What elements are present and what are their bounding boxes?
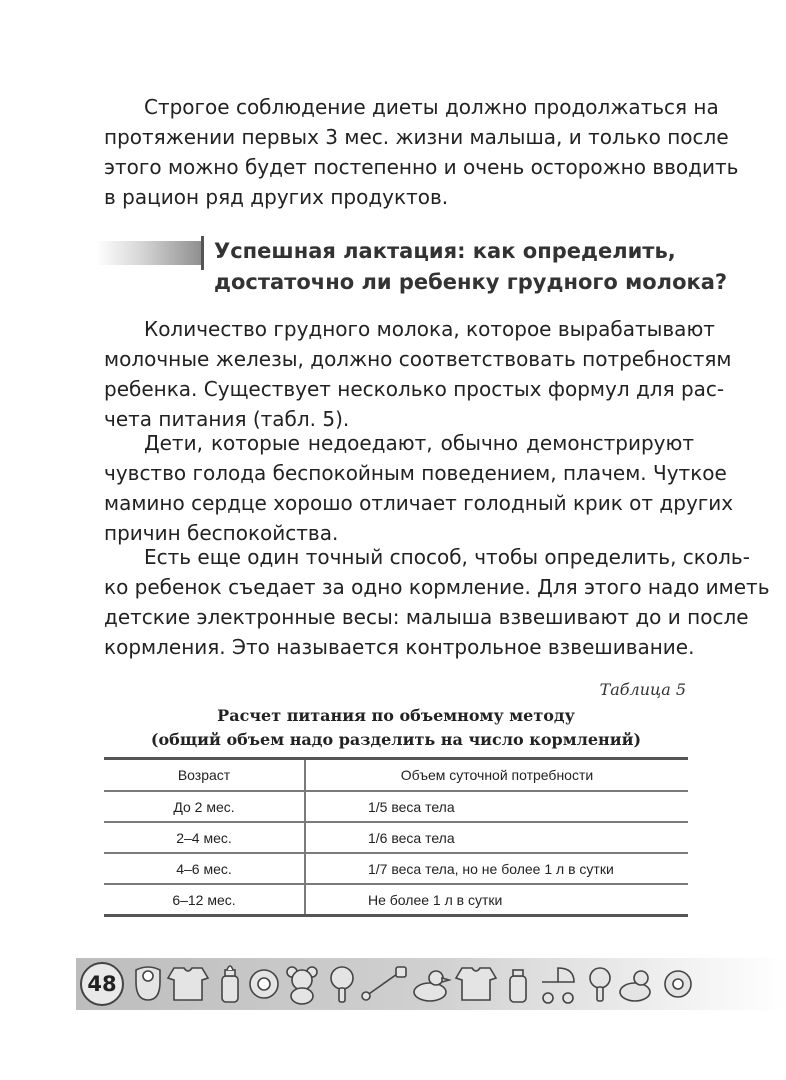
feeding-table <box>104 757 688 917</box>
text-line: причин беспокойства. <box>104 521 339 545</box>
cell-volume: Не более 1 л в сутки <box>305 884 688 916</box>
cell-volume: 1/6 веса тела <box>305 822 688 853</box>
bottle-icon <box>222 966 238 1002</box>
text-line: мамино сердце хорошо отличает голодный крик от других <box>104 491 734 515</box>
heading-decoration-bar <box>96 241 204 265</box>
text-line: молочные железы, должно соответствовать потребностям <box>104 347 732 371</box>
paragraph-milk-quantity <box>104 314 732 434</box>
column-header-volume: Объем суточной потребности <box>305 759 688 792</box>
table-row <box>104 822 688 853</box>
text-line: чувство голода беспокойным поведением, плачем. Чуткое <box>104 461 727 485</box>
safety-pin-icon <box>362 967 406 1000</box>
table-title-line: Расчет питания по объемному методу <box>217 706 575 725</box>
text-line: Дети, которые недоедают, обычно демонстрируют <box>144 431 694 455</box>
text-line: Строгое соблюдение диеты должно продолжаться на <box>144 95 719 119</box>
text-line: ко ребенок съедает за одно кормление. Для этого надо иметь <box>104 575 770 599</box>
cell-volume: 1/5 веса тела <box>305 791 688 822</box>
table-header-row <box>104 759 688 792</box>
cell-age: 2–4 мес. <box>104 822 305 853</box>
stroller-icon <box>542 968 574 1003</box>
section-heading <box>214 236 728 298</box>
table-row <box>104 853 688 884</box>
teddy-bear-icon <box>287 967 317 1004</box>
bottle-icon <box>510 970 526 1002</box>
text-line: чета питания (табл. 5). <box>104 407 350 431</box>
duck-icon <box>620 971 650 1001</box>
duck-icon <box>414 971 449 1001</box>
bib-icon <box>136 967 160 1000</box>
rattle-icon <box>331 967 353 1002</box>
table-title-line: (общий объем надо разделить на число кормлений) <box>150 730 642 749</box>
page-number: 48 <box>80 962 124 1006</box>
intro-paragraph <box>104 92 739 212</box>
table-number-label: Таблица 5 <box>599 680 686 699</box>
text-line: Количество грудного молока, которое вырабатывают <box>144 317 715 341</box>
rattle-icon <box>590 968 610 1001</box>
text-line: Есть еще один точный способ, чтобы определить, сколь- <box>144 545 750 569</box>
cell-age: До 2 мес. <box>104 791 305 822</box>
text-line: ребенка. Существует несколько простых формул для рас- <box>104 377 725 401</box>
table-title <box>96 704 696 752</box>
heading-line: Успешная лактация: как определить, <box>214 239 676 263</box>
paragraph-control-weighing <box>104 542 770 662</box>
baby-items-decoration <box>130 962 710 1006</box>
heading-line: достаточно ли ребенку грудного молока? <box>214 270 728 294</box>
onesie-icon <box>456 968 496 1000</box>
text-line: кормления. Это называется контрольное взвешивание. <box>104 635 695 659</box>
text-line: этого можно будет постепенно и очень осторожно вводить <box>104 155 739 179</box>
pacifier-icon <box>665 971 691 997</box>
heading-divider <box>201 236 204 270</box>
pacifier-icon <box>250 970 278 998</box>
column-header-age: Возраст <box>104 759 305 792</box>
cell-age: 6–12 мес. <box>104 884 305 916</box>
table-row <box>104 791 688 822</box>
paragraph-hunger-signs <box>104 428 734 548</box>
text-line: протяжении первых 3 мес. жизни малыша, и только после <box>104 125 729 149</box>
text-line: детские электронные весы: малыша взвешивают до и после <box>104 605 749 629</box>
text-line: в рацион ряд других продуктов. <box>104 185 449 209</box>
cell-volume: 1/7 веса тела, но не более 1 л в сутки <box>305 853 688 884</box>
onesie-icon <box>168 968 208 1000</box>
table-row <box>104 884 688 916</box>
cell-age: 4–6 мес. <box>104 853 305 884</box>
